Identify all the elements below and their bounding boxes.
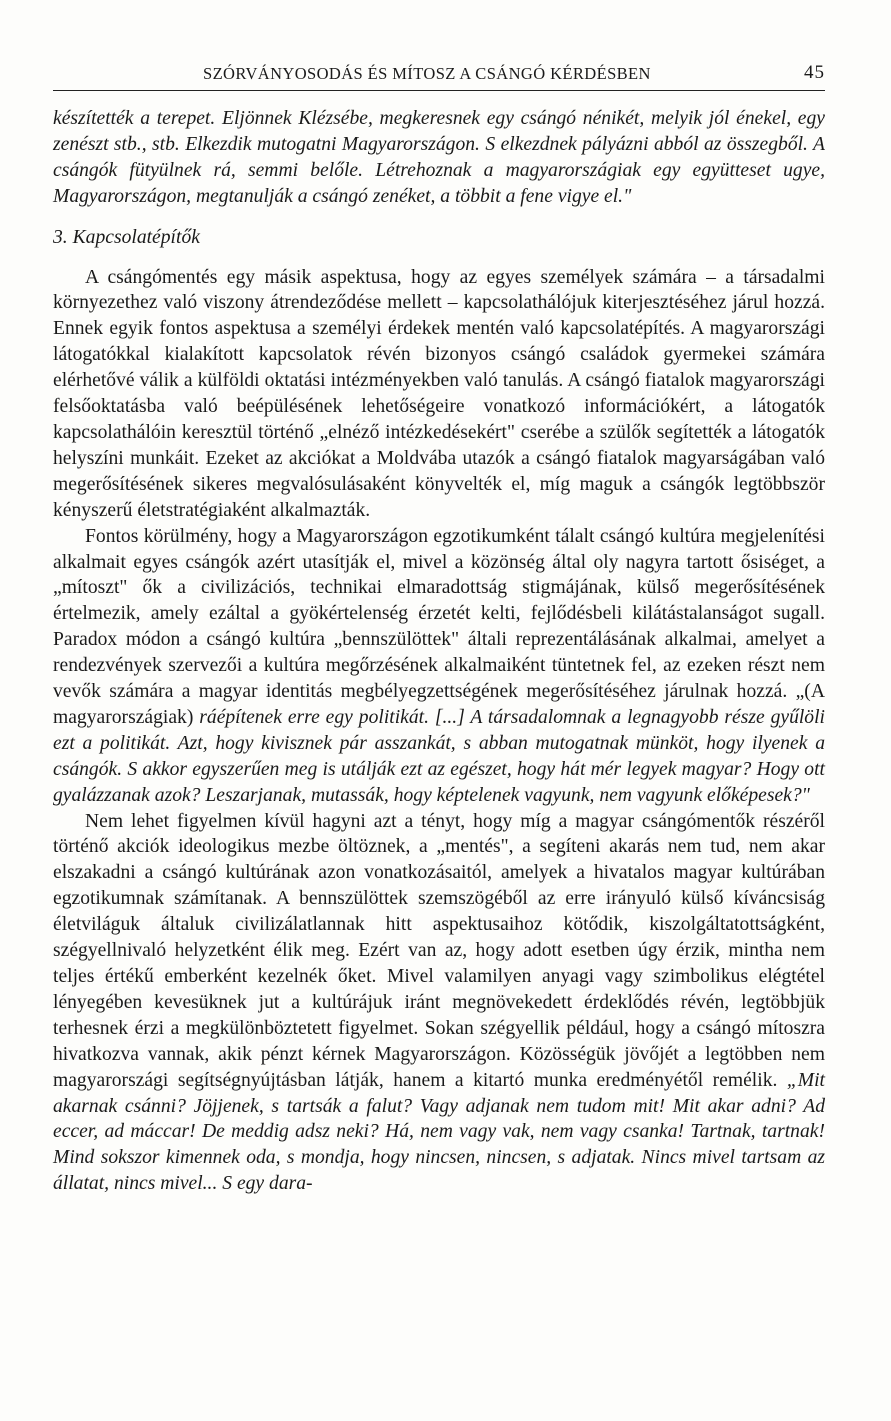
body-text bbox=[53, 106, 825, 1197]
page-number: 45 bbox=[804, 62, 825, 83]
paragraph bbox=[53, 809, 825, 1198]
quote-paragraph: készítették a terepet. Eljönnek Klézsébe, megkeresnek egy csángó nénikét, melyik jól énekel, egy zenészt stb., stb. Elkezdik mutogatni Magyarországon. S elkezdnek pályázni abból az összegből. A csángók fütyülnek rá, semmi belőle. Létrehoznak a magyarországiak egy együtteset ugye, Magyarországon, megtanulják a csángó zenéket, a többit a fene vigye el." bbox=[53, 108, 825, 207]
paragraph-text: Nem lehet figyelmen kívül hagyni azt a tényt, hogy míg a magyar csángómentők részéről történő akciók ideologikus mezbe öltöznek, a „mentés", a segíteni akarás nem tud, nem akar elszakadni a csángó kultúrának azon vonatkozásaitól, amelyek a hivatalos magyar kultúrában egzotikumnak számítanak. A bennszülöttek szemszögéből az erre irányuló külső kíváncsiság életviláguk általuk civilizálatlannak hitt aspektusaihoz kötődik, kiszolgáltatottságként, szégyellnivaló helyzetként élik meg. Ezért van az, hogy adott esetben úgy érzik, mintha nem teljes értékű emberként kezelnék őket. Mivel valamilyen anyagi vagy szimbolikus elégtétel lényegében kevesüknek jut a kultúrájuk iránt megnövekedett érdeklődés révén, legtöbbjük terhesnek érzi a megkülönböztetett figyelmet. Sokan szégyellik például, hogy a csángó mítoszra hivatkozva vannak, akik pénzt kérnek Magyarországon. Közösségük jövőjét a legtöbben nem magyarországi segítségnyújtásban látják, hanem a kitartó munka eredményétől remélik. bbox=[53, 810, 825, 1091]
running-header bbox=[53, 60, 825, 91]
paragraph-quote: ráépítenek erre egy politikát. [...] A társadalomnak a legnagyobb része gyűlöli ezt a politikát. Azt, hogy kivisznek pár asszankát, s abban mutogatnak münköt, hogy ilyenek a csángók. S akkor egyszerűen meg is utálják ezt az egészet, hogy hát mér legyek magyar? Hogy ott gyalázzanak azok? Leszarjanak, mutassák, hogy képtelenek vagyunk, nem vagyunk előképesek?" bbox=[53, 706, 825, 806]
running-title: SZÓRVÁNYOSODÁS ÉS MÍTOSZ A CSÁNGÓ KÉRDÉSBEN bbox=[203, 64, 651, 83]
paragraph-text: Fontos körülmény, hogy a Magyarországon egzotikumként tálalt csángó kultúra megjelenítési alkalmait egyes csángók azért utasítják el, mivel a közönség által oly nagyra tartott ősiséget, a „mítoszt" ők a civilizációs, technikai elmaradottság stigmájának, külső megerősítésének értelmezik, amely ezáltal a gyökértelenség érzetét kelti, fejlődésbeli kilátástalanságot sugall. Paradox módon a csángó kultúra „bennszülöttek" általi reprezentálásának alkalmai, amelyet a rendezvények szervezői a kultúra megőrzésének alkalmaiként tüntetnek fel, az ezeken részt nem vevők számára a magyar identitás megbélyegzettségének megerősítéséhez járulnak hozzá. „(A magyarországiak) bbox=[53, 525, 825, 728]
paragraph-quote: „Mit akarnak csánni? Jöjjenek, s tartsák a falut? Vagy adjanak nem tudom mit! Mit akar adni? Ad eccer, ad máccar! De meddig adsz neki? Há, nem vagy vak, nem vagy csanka! Tartnak, tartnak! Mind sokszor kimennek oda, s mondja, hogy nincsen, nincsen, s adjatak. Nincs mivel tartsam az állatat, nincs mivel... S egy dara- bbox=[53, 1069, 825, 1195]
paragraph bbox=[53, 524, 825, 809]
section-heading: 3. Kapcsolatépítők bbox=[53, 226, 200, 248]
paragraph: A csángómentés egy másik aspektusa, hogy az egyes személyek számára – a társadalmi környezethez való viszony átrendeződése mellett – kapcsolathálójuk kiterjesztéséhez járul hozzá. Ennek egyik fontos aspektusa a személyi érdekek mentén való kapcsolatépítés. A magyarországi látogatókkal kialakított kapcsolatok révén bizonyos csángó családok gyermekei számára elérhetővé válik a külföldi oktatási intézményekben való tanulás. A csángó fiatalok magyarországi felsőoktatásba való beépülésének lehetőségeire vonatkozó információkért, a látogatók kapcsolathálóin keresztül történő „elnéző intézkedésekért" cserébe a szülők segítették a látogatók helyszíni munkáit. Ezeket az akciókat a Moldvába utazók a csángó fiatalok magyarságában való megerősítésének sikeres megvalósulásaként könyvelték el, míg maguk a csángók legtöbbször kényszerű életstratégiaként alkalmazták. bbox=[53, 266, 825, 521]
